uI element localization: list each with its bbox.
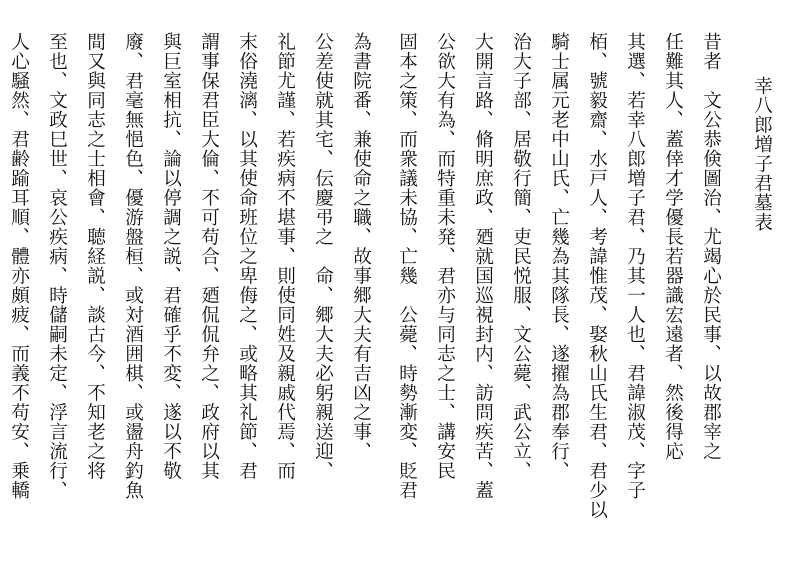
text-column: 治大子部、居敬行簡、吏民悦服、文公薨、武公立、 xyxy=(510,32,532,481)
text-column: 與巨室相抗、論以停調之説、君確乎不変、遂以不敬 xyxy=(160,32,182,481)
text-column: 公欲大有為、而特重未発、君亦与同志之士、講安民 xyxy=(434,32,456,481)
text-column: 任難其人、蓋倖才学優長若器識宏遠者、然後得応 xyxy=(662,32,684,461)
text-column: 公差使就其宅、伝慶弔之 命、郷大夫必躬親送迎、 xyxy=(312,32,334,481)
text-column: 固本之策、而衆議未協、亡幾 公薨、時勢漸変、貶君 xyxy=(396,32,418,500)
text-column: 其選、若幸八郎増子君、乃其一人也、君諱淑茂、字子 xyxy=(624,32,646,500)
text-column: 騎士属元老中山氏、亡幾為其隊長、遂擢為郡奉行、 xyxy=(548,32,570,481)
text-column: 謂事保君臣大倫、不可苟合、廼侃侃弁之、政府以其 xyxy=(198,32,220,481)
text-column: 至也、文政巳世、哀公疾病、時儲嗣未定、浮言流行、 xyxy=(46,32,68,500)
text-column: 昔者 文公恭倹圖治、尤竭心於民事、以故郡宰之 xyxy=(700,32,722,461)
text-column: 末俗澆漓、以其使命班位之卑侮之、或略其礼節、君 xyxy=(236,32,258,481)
text-column: 廢、君毫無悒色、優游盤桓、或対酒囲棋、或盪舟釣魚 xyxy=(122,32,144,500)
text-column: 為書院番、兼使命之職、故事郷大夫有吉凶之事、 xyxy=(350,32,372,461)
text-column: 大開言路、脩明庶政、廼就国巡視封内、訪問疾苦、蓋 xyxy=(472,32,494,500)
document-title: 幸八郎増子君墓表 xyxy=(751,76,773,232)
text-column: 礼節尤謹、若疾病不堪事、則使同姓及親戚代焉、而 xyxy=(274,32,296,481)
text-column: 間又與同志之士相會、聴経説、談古今、不知老之将 xyxy=(84,32,106,481)
text-column: 栢、號毅齋、水戸人、考諱惟茂、娶秋山氏生君、君少以 xyxy=(586,32,608,520)
text-column: 人心騒然、君齢踰耳順、體亦頗疲、而義不苟安、乗轎 xyxy=(8,32,30,500)
